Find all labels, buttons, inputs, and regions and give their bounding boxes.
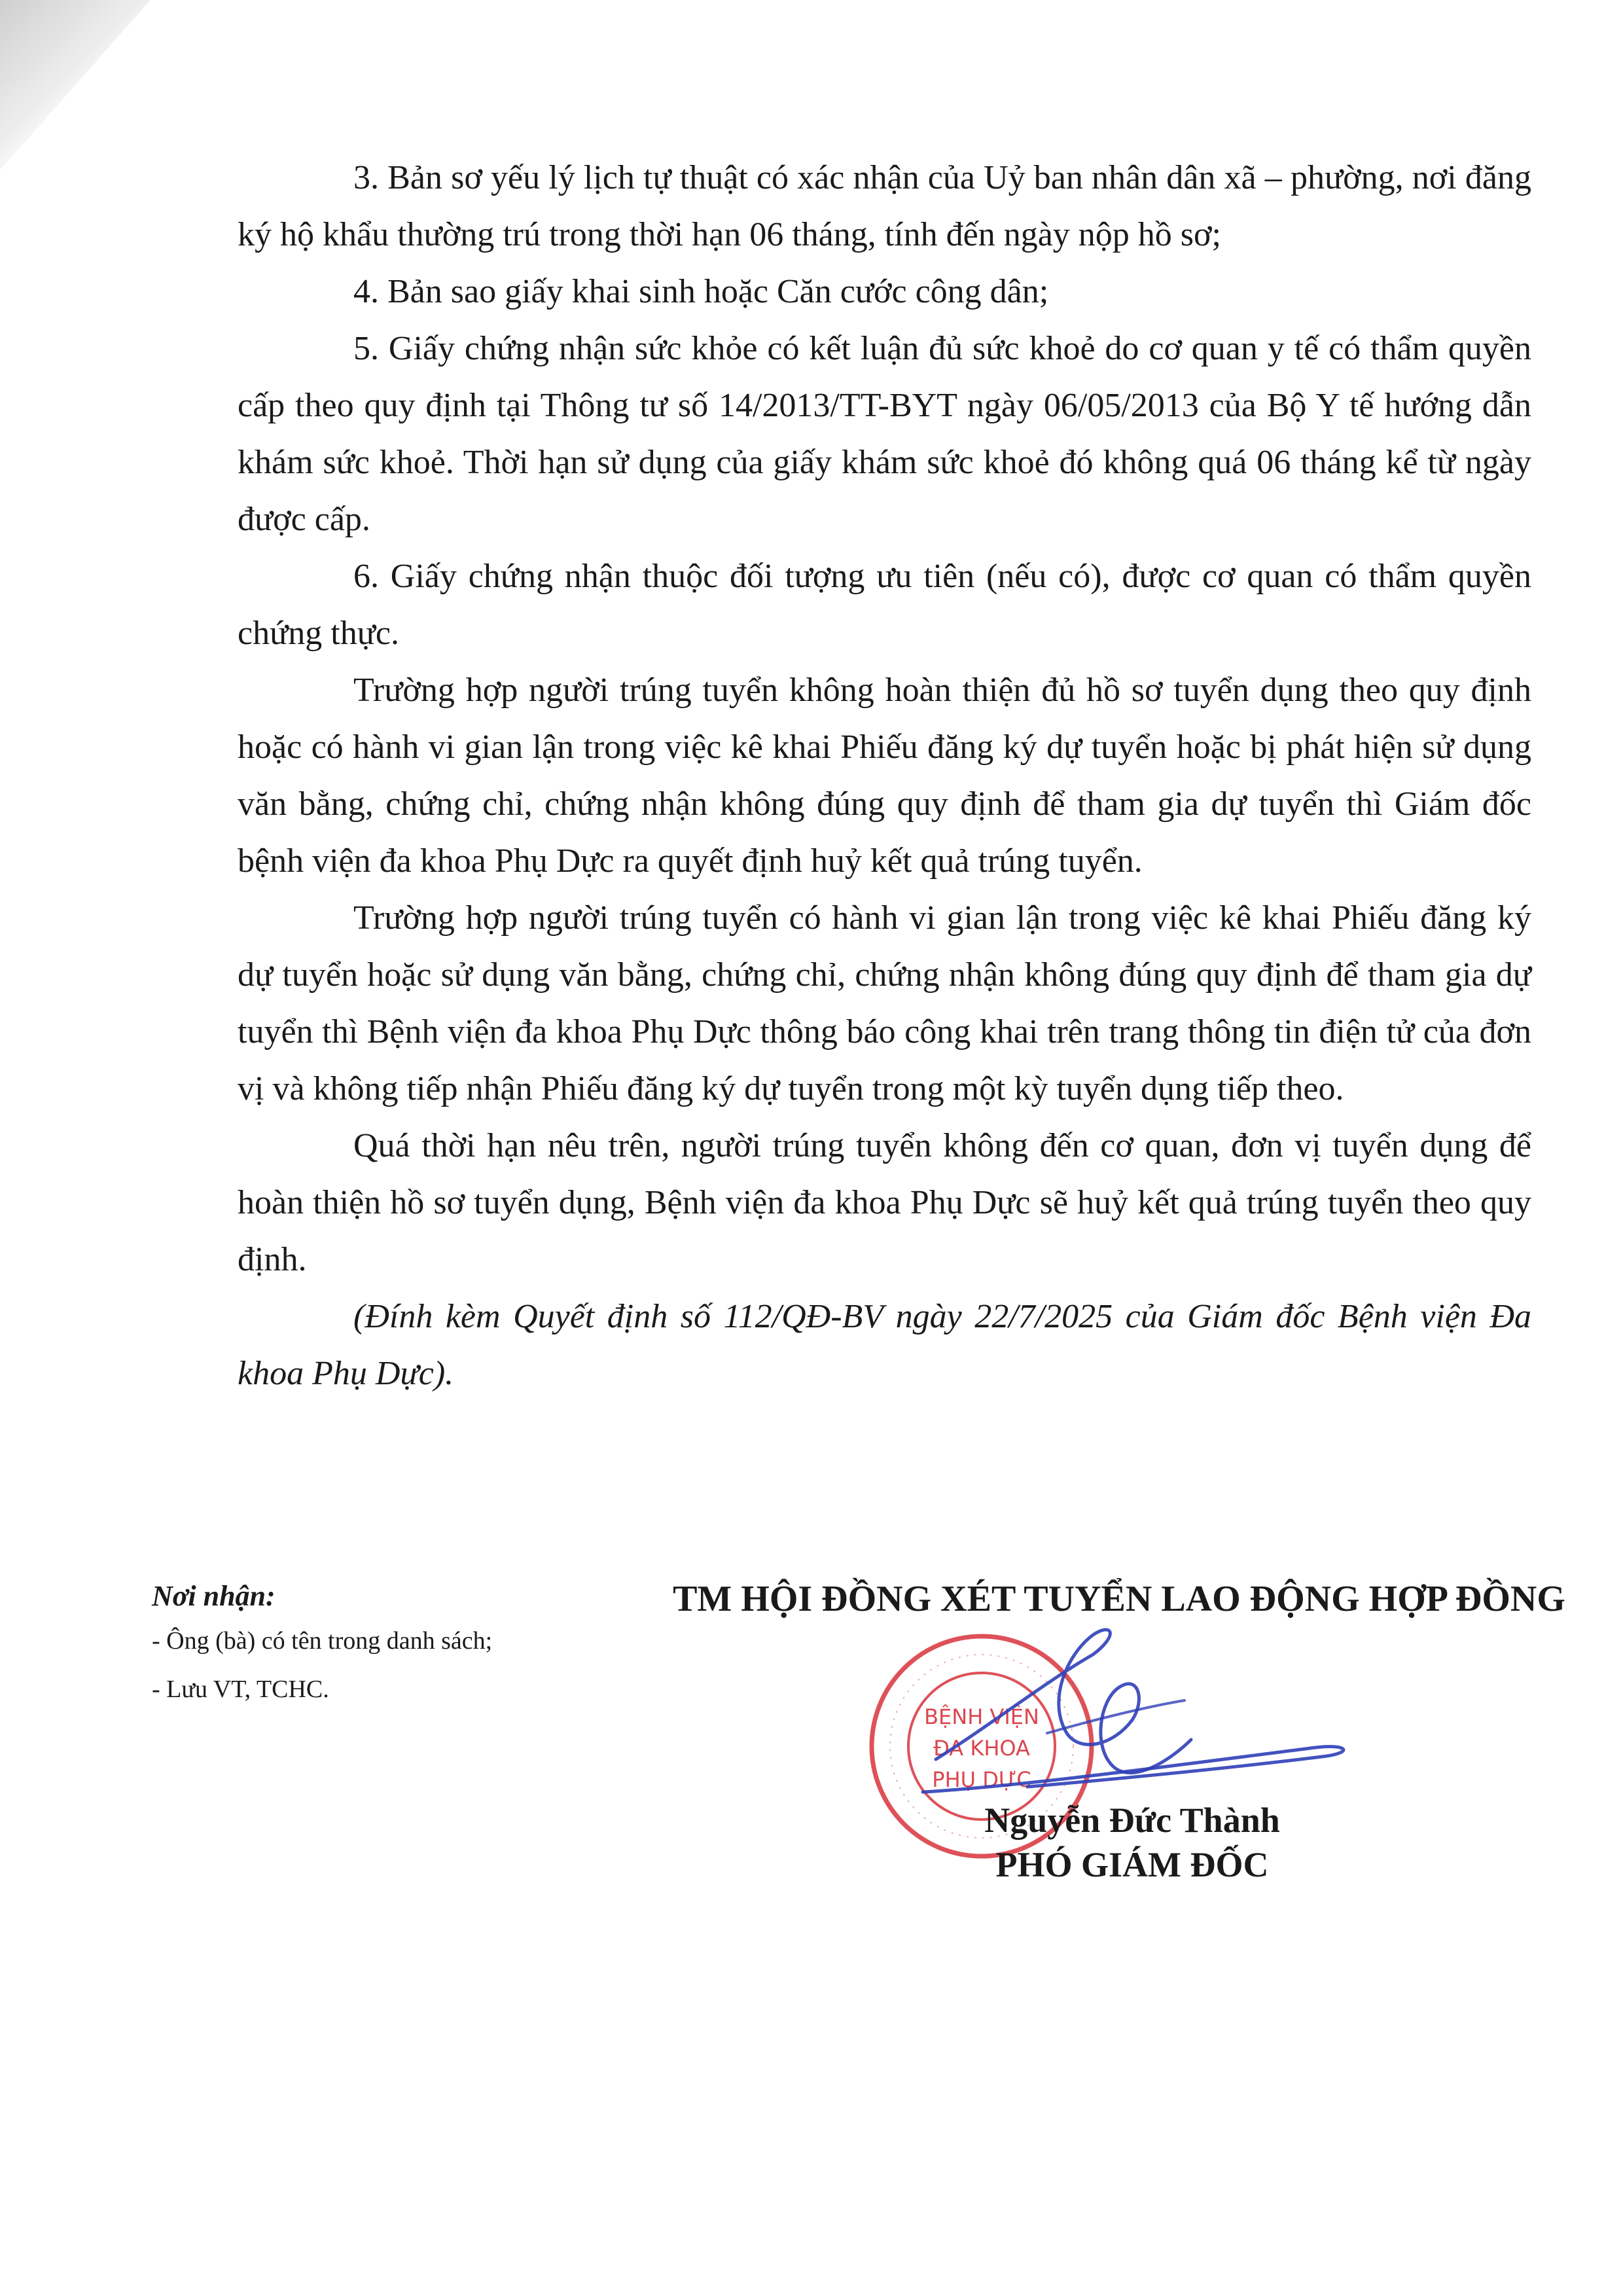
scan-fold-shadow bbox=[0, 0, 151, 170]
body-paragraph-item-3: 3. Bản sơ yếu lý lịch tự thuật có xác nhận của Uỷ ban nhân dân xã – phường, nơi đăng ký hộ khẩu thường trú trong thời hạn 06 tháng, tính đến ngày nộp hồ sơ; bbox=[238, 159, 1531, 253]
recipients-block bbox=[152, 1576, 662, 1713]
signer-name: Nguyễn Đức Thành bbox=[984, 1801, 1280, 1840]
body-paragraph-item-4: 4. Bản sao giấy khai sinh hoặc Căn cước công dân; bbox=[353, 273, 1049, 310]
signer-title: PHÓ GIÁM ĐỐC bbox=[995, 1845, 1269, 1884]
council-title: TM HỘI ĐỒNG XÉT TUYỂN LAO ĐỘNG HỢP ĐỒNG bbox=[673, 1579, 1565, 1619]
body-paragraph-deadline: Quá thời hạn nêu trên, người trúng tuyển không đến cơ quan, đơn vị tuyển dụng để hoàn thiện hồ sơ tuyển dụng, Bệnh viện đa khoa Phụ Dực sẽ huỷ kết quả trúng tuyển theo quy định. bbox=[238, 1127, 1531, 1278]
body-paragraph-item-5: 5. Giấy chứng nhận sức khỏe có kết luận đủ sức khoẻ do cơ quan y tế có thẩm quyền cấp theo quy định tại Thông tư số 14/2013/TT-BYT ngày 06/05/2013 của Bộ Y tế hướng dẫn khám sức khoẻ. Thời hạn sử dụng của giấy khám sức khoẻ đó không quá 06 tháng kể từ ngày được cấp. bbox=[238, 330, 1531, 538]
stamp-text-line: BỆNH VIỆN bbox=[924, 1704, 1039, 1729]
attachment-note: (Đính kèm Quyết định số 112/QĐ-BV ngày 22/7/2025 của Giám đốc Bệnh viện Đa khoa Phụ Dực). bbox=[238, 1298, 1531, 1392]
handwritten-signature bbox=[897, 1596, 1368, 1831]
stamp-text-line: PHỤ DỰC bbox=[932, 1767, 1031, 1792]
recipient-item: - Lưu VT, TCHC. bbox=[152, 1676, 329, 1703]
body-paragraph-item-6: 6. Giấy chứng nhận thuộc đối tượng ưu tiên (nếu có), được cơ quan có thẩm quyền chứng thực. bbox=[238, 558, 1531, 652]
signature-block bbox=[648, 1576, 1590, 1916]
recipient-item: - Ông (bà) có tên trong danh sách; bbox=[152, 1627, 493, 1655]
stamp-text-line: ĐA KHOA bbox=[933, 1736, 1030, 1761]
body-paragraph-fraud: Trường hợp người trúng tuyển có hành vi gian lận trong việc kê khai Phiếu đăng ký dự tuyển hoặc sử dụng văn bằng, chứng chỉ, chứng nhận không đúng quy định để tham gia dự tuyển thì Bệnh viện đa khoa Phụ Dực thông báo công khai trên trang thông tin điện tử của đơn vị và không tiếp nhận Phiếu đăng ký dự tuyển trong một kỳ tuyển dụng tiếp theo. bbox=[238, 899, 1531, 1107]
recipients-heading: Nơi nhận: bbox=[152, 1580, 276, 1612]
document-body bbox=[238, 149, 1531, 1402]
body-paragraph-incomplete-dossier: Trường hợp người trúng tuyển không hoàn thiện đủ hồ sơ tuyển dụng theo quy định hoặc có hành vi gian lận trong việc kê khai Phiếu đăng ký dự tuyển hoặc bị phát hiện sử dụng văn bằng, chứng chỉ, chứng nhận không đúng quy định để tham gia dự tuyển thì Giám đốc bệnh viện đa khoa Phụ Dực ra quyết định huỷ kết quả trúng tuyển. bbox=[238, 672, 1531, 880]
